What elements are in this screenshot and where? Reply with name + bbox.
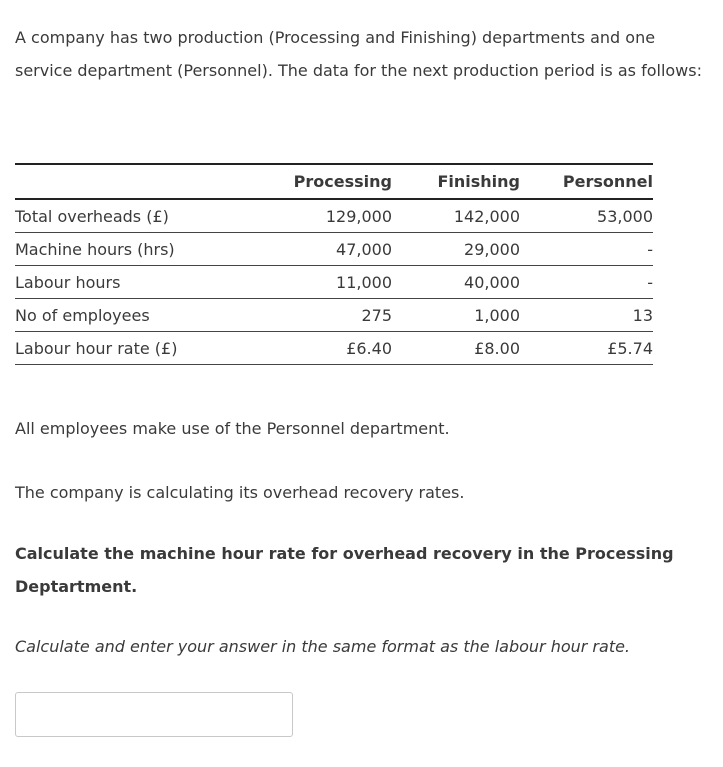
row-label: Labour hour rate (£) xyxy=(15,332,292,365)
header-finishing: Finishing xyxy=(392,164,520,199)
table-row xyxy=(15,233,653,266)
cell-finishing: 1,000 xyxy=(392,299,520,332)
cell-processing: 275 xyxy=(292,299,392,332)
cell-finishing: 40,000 xyxy=(392,266,520,299)
cell-processing: £6.40 xyxy=(292,332,392,365)
paragraph-overhead-rates: The company is calculating its overhead recovery rates. xyxy=(15,483,465,502)
data-table xyxy=(15,163,653,365)
question-text: Calculate the machine hour rate for overhead recovery in the Processing Deptartment. xyxy=(15,544,674,596)
table-row xyxy=(15,299,653,332)
paragraph-personnel-usage: All employees make use of the Personnel department. xyxy=(15,419,450,438)
row-label: Machine hours (hrs) xyxy=(15,233,292,266)
cell-finishing: 142,000 xyxy=(392,199,520,233)
table-row xyxy=(15,266,653,299)
answer-input[interactable] xyxy=(15,692,293,737)
header-personnel: Personnel xyxy=(520,164,653,199)
cell-processing: 47,000 xyxy=(292,233,392,266)
table-row xyxy=(15,199,653,233)
intro-text: A company has two production (Processing and Finishing) departments and one service department (Personnel). The data for the next production period is as follows: xyxy=(15,28,702,80)
table-row xyxy=(15,332,653,365)
cell-finishing: £8.00 xyxy=(392,332,520,365)
cell-finishing: 29,000 xyxy=(392,233,520,266)
header-processing: Processing xyxy=(292,164,392,199)
row-label: No of employees xyxy=(15,299,292,332)
cell-personnel: - xyxy=(520,266,653,299)
cell-processing: 129,000 xyxy=(292,199,392,233)
cell-personnel: 53,000 xyxy=(520,199,653,233)
header-blank xyxy=(15,164,292,199)
cell-personnel: - xyxy=(520,233,653,266)
cell-personnel: £5.74 xyxy=(520,332,653,365)
row-label: Labour hours xyxy=(15,266,292,299)
table-header-row xyxy=(15,164,653,199)
cell-personnel: 13 xyxy=(520,299,653,332)
cell-processing: 11,000 xyxy=(292,266,392,299)
instruction-text: Calculate and enter your answer in the same format as the labour hour rate. xyxy=(15,637,631,656)
row-label: Total overheads (£) xyxy=(15,199,292,233)
